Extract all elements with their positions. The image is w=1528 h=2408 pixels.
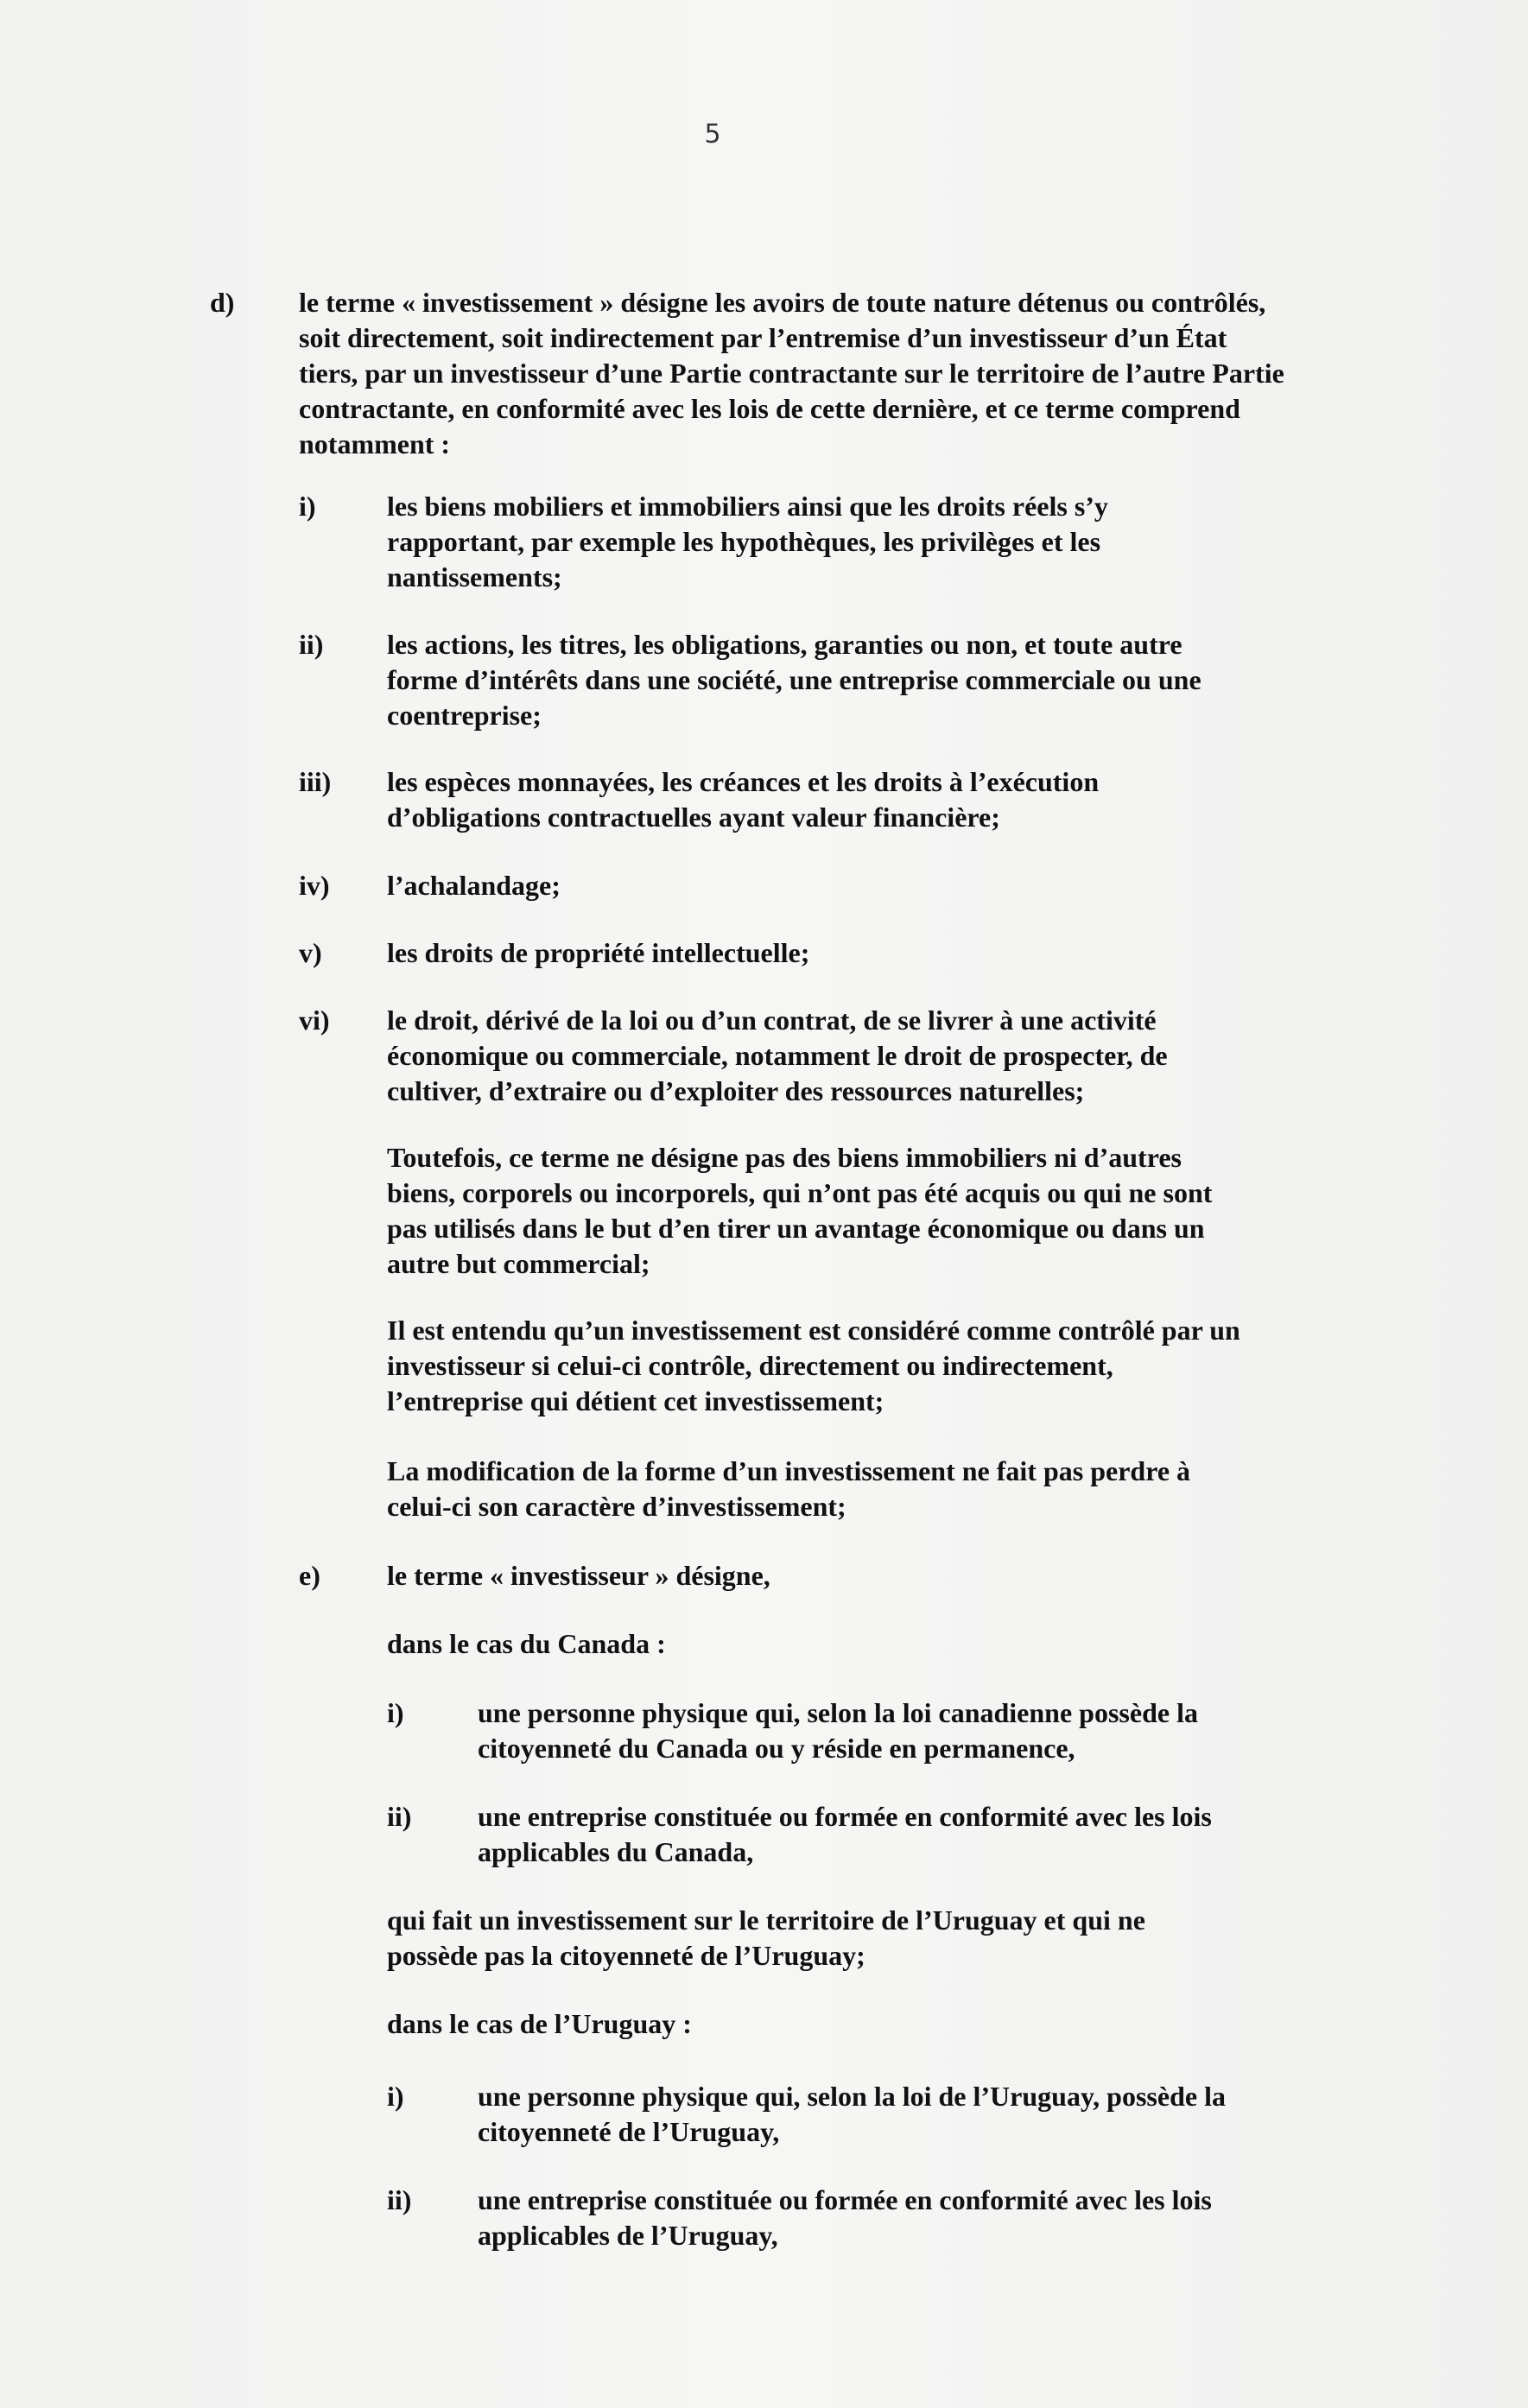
list-item: une entreprise constituée ou formée en conformité avec les lois applicables de l’Uruguay, [478,2184,1212,2251]
item-marker: v) [299,937,322,968]
item-marker: vi) [299,1004,330,1036]
item-marker: i) [387,1697,404,1728]
list-item: les droits de propriété intellectuelle; [387,937,810,968]
list-item: une entreprise constituée ou formée en conformité avec les lois applicables du Canada, [478,1801,1212,1867]
item-marker: ii) [299,629,324,660]
clause-e-intro: le terme « investisseur » désigne, [387,1560,770,1591]
clause-d-note-2: Il est entendu qu’un investissement est considéré comme contrôlé par un investisseur si celui-ci contrôle, directement ou indirectement, l’entreprise qui détient cet investissement; [387,1315,1240,1416]
list-item: une personne physique qui, selon la loi de l’Uruguay, possède la citoyenneté de l’Uruguay, [478,2081,1226,2147]
canada-note: qui fait un investissement sur le territoire de l’Uruguay et qui ne possède pas la citoyenneté de l’Uruguay; [387,1904,1145,1971]
list-item: une personne physique qui, selon la loi canadienne possède la citoyenneté du Canada ou y réside en permanence, [478,1697,1198,1764]
item-marker: i) [299,491,316,522]
item-marker: ii) [387,1801,412,1832]
list-item: l’achalandage; [387,870,561,901]
list-item: les espèces monnayées, les créances et les droits à l’exécution d’obligations contractuelles ayant valeur financière; [387,766,1100,833]
clause-d-note-1: Toutefois, ce terme ne désigne pas des biens immobiliers ni d’autres biens, corporels ou incorporels, qui n’ont pas été acquis ou qui ne sont pas utilisés dans le but d’en tirer un avantage économique ou dans un autre but commercial; [387,1142,1213,1279]
clause-e-marker: e) [299,1560,320,1591]
page-number: 5 [704,119,721,149]
item-marker: iv) [299,870,330,901]
item-marker: ii) [387,2184,412,2215]
uruguay-heading: dans le cas de l’Uruguay : [387,2008,692,2039]
list-item: le droit, dérivé de la loi ou d’un contrat, de se livrer à une activité économique ou commerciale, notamment le droit de prospecter, de cultiver, d’extraire ou d’exploiter des ressources naturelles; [387,1004,1168,1106]
list-item: les actions, les titres, les obligations, garanties ou non, et toute autre forme d’intérêts dans une société, une entreprise commerciale ou une coentreprise; [387,629,1201,731]
list-item: les biens mobiliers et immobiliers ainsi que les droits réels s’y rapportant, par exemple les hypothèques, les privilèges et les nantissements; [387,491,1108,592]
clause-d-intro: le terme « investissement » désigne les avoirs de toute nature détenus ou contrôlés, soit directement, soit indirectement par l’entremise d’un investisseur d’un État tiers, par un investisseur d’une Partie contractante sur le territoire de l’autre Partie contractante, en conformité avec les lois de cette dernière, et ce terme comprend notamment : [299,287,1284,459]
clause-d-note-3: La modification de la forme d’un investissement ne fait pas perdre à celui-ci son caractère d’investissement; [387,1455,1191,1522]
item-marker: iii) [299,766,332,797]
clause-d-marker: d) [210,287,235,318]
item-marker: i) [387,2081,404,2112]
canada-heading: dans le cas du Canada : [387,1628,666,1659]
